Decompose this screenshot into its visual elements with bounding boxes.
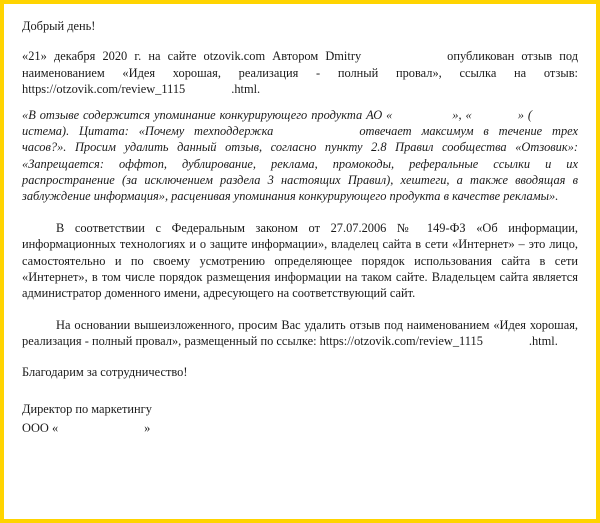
quote-part-4: истема). Цитата: «Почему техподдержка	[22, 123, 274, 138]
complaint-intro-part-2: опубликован отзыв под наименованием «Идея хорошая, реализация - полный провал», ссылка на отзыв: https://otzovik.com/review_1115	[22, 49, 578, 97]
quote-part-3: » (	[517, 107, 532, 122]
signature-company	[22, 420, 578, 436]
signature-block	[22, 401, 578, 436]
closing-text: Благодарим за сотрудничество!	[22, 365, 188, 380]
complaint-intro-part-1: «21» декабря 2020 г. на сайте otzovik.com Автором Dmitry	[22, 49, 362, 64]
law-paragraph: В соответствии с Федеральным законом от 27.07.2006 № 149-ФЗ «Об информации, информационных технологиях и о защите информации», владелец сайта в сети «Интернет» – это лицо, самостоятельно и по своему усмотрению определяющее порядок использования сайта в сети «Интернет», в том числе порядок размещения информации на таком сайте. Владельцем сайта является администратор доменного имени, адресующего на соответствующий сайт.	[22, 220, 578, 301]
quote-part-1: «В отзыве содержится упоминание конкурирующего продукта АО «	[22, 107, 393, 122]
quote-paragraph	[22, 107, 578, 205]
complaint-intro-part-3: .html.	[231, 82, 261, 97]
quote-part-5: отвечает максимум в течение трех часов?». Просим удалить данный отзыв, согласно пункту 2.8 Правил сообщества «Отзовик»: «Запрещается: оффтоп, дублирование, реклама, промокоды, реферальные ссылки и их распространение (за исключением раздела 3 настоящих Правил), хештеги, а также вводящая в заблуждение информация», расценивая упоминания конкурирующего продукта в качестве рекламы».	[22, 123, 578, 204]
company-prefix: ООО «	[22, 420, 59, 435]
request-part-1: На основании вышеизложенного, просим Вас удалить отзыв под наименованием «Идея хорошая, реализация - полный провал», размещенный по ссылке: https://otzovik.com/review_1115	[22, 317, 578, 348]
complaint-intro-paragraph	[22, 48, 578, 97]
quote-part-2: », «	[452, 107, 472, 122]
request-part-2: .html.	[528, 334, 558, 348]
signature-position: Директор по маркетингу	[22, 401, 152, 416]
request-paragraph	[22, 317, 578, 350]
greeting-text: Добрый день!	[22, 19, 96, 33]
company-suffix: »	[144, 420, 151, 435]
